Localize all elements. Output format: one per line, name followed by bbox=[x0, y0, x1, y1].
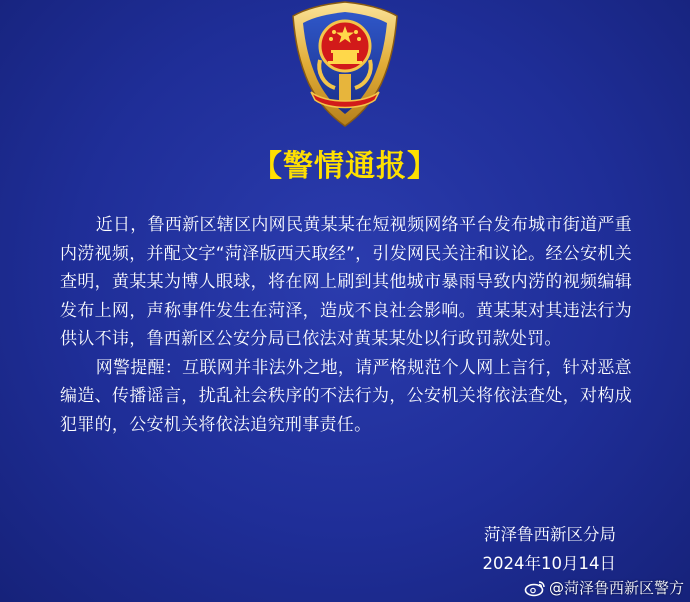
issuing-organization: 菏泽鲁西新区分局 bbox=[484, 525, 616, 544]
notice-body bbox=[60, 211, 632, 439]
notice-title: 【警情通报】 bbox=[252, 149, 438, 184]
police-badge-emblem bbox=[265, 0, 425, 136]
watermark-text: @菏泽鲁西新区警方 bbox=[548, 579, 684, 597]
notice-paragraph-2: 网警提醒：互联网并非法外之地，请严格规范个人网上言行，针对恶意编造、传播谣言，扰乱社会秩序的不法行为，公安机关将依法查处，对构成犯罪的，公安机关将依法追究刑事责任。 bbox=[60, 357, 632, 435]
weibo-watermark bbox=[524, 577, 684, 598]
weibo-icon bbox=[524, 579, 546, 597]
issue-date: 2024年10月14日 bbox=[482, 554, 616, 573]
notice-paragraph-1: 近日，鲁西新区辖区内网民黄某某在短视频网络平台发布城市街道严重内涝视频，并配文字“菏泽版西天取经”，引发网民关注和议论。经公安机关查明，黄某某为博人眼球，将在网上刷到其他城市暴雨导致内涝的视频编辑发布上网，声称事件发生在菏泽，造成不良社会影响。黄某某对其违法行为供认不讳，鲁西新区公安分局已依法对黄某某处以行政罚款处罚。 bbox=[60, 215, 632, 349]
